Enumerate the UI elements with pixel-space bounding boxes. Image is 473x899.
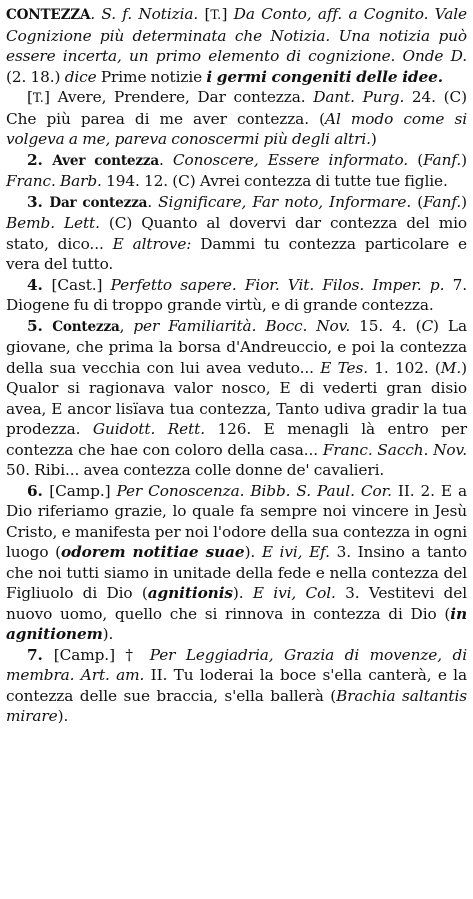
text-run: 1. 102. ( xyxy=(374,358,441,377)
text-run: ) xyxy=(370,130,377,148)
text-run: ) xyxy=(461,150,467,169)
sense-5 xyxy=(6,275,467,316)
text-run: [Camp.] xyxy=(49,481,117,500)
sense-number: 3. xyxy=(27,192,50,211)
text-run: Brachia saltantis mirare xyxy=(6,686,467,725)
text-run: . xyxy=(147,192,159,211)
sense-2 xyxy=(6,87,467,150)
subentry-term: Contezza xyxy=(52,318,120,335)
sense-8 xyxy=(6,645,467,727)
text-run: [ xyxy=(27,88,33,106)
text-run: 50. Ribi... avea contezza colle donne de' cavalieri. xyxy=(6,461,385,479)
text-run: Da Conto, aff. a Cognito. Vale Cognizione più determinata che Notizia. Una notizia può essere incerta, un primo elemento di cognizione. Onde D. xyxy=(6,5,467,65)
text-run: C xyxy=(421,316,434,335)
text-run: Al modo come si volgeva a me, pareva conoscermi più degli altri. xyxy=(6,109,467,148)
text-run: odorem notitiae suae xyxy=(60,543,245,561)
text-run: ] xyxy=(221,5,234,23)
headword: CONTEZZA xyxy=(6,7,91,23)
text-run: Perfetto sapere. Fior. Vit. Filos. Imper. p. xyxy=(110,275,453,294)
text-run: E ivi, Ef. xyxy=(261,543,337,561)
text-run: ( xyxy=(417,150,424,169)
text-run: (2. 18.) xyxy=(6,67,65,86)
text-run: 194. 12. (C) Avrei contezza di tutte tue figlie. xyxy=(106,172,448,190)
text-run: II. Tu loderai la boce s'ella canterà, e la contezza delle sue braccia, s'ella ballerà ( xyxy=(6,666,467,705)
text-run: M. xyxy=(440,358,462,377)
text-run: [ xyxy=(204,5,211,23)
text-run: Per Leggiadria, Grazia di movenze, di membra. Art. am. xyxy=(6,645,467,684)
text-run: Conoscere, Essere informato. xyxy=(172,150,418,169)
subentry-term: Aver contezza xyxy=(52,152,159,169)
text-run: ( xyxy=(417,192,424,211)
sense-3 xyxy=(6,150,467,192)
text-run: T. xyxy=(210,7,222,22)
text-run: i germi congeniti delle idee. xyxy=(206,67,444,86)
sense-7 xyxy=(6,481,467,645)
text-run: Dant. Purg. xyxy=(313,88,412,106)
text-run: ) xyxy=(461,192,467,211)
text-run: Fanf. xyxy=(423,150,462,169)
text-run: ). xyxy=(232,584,253,602)
sense-6 xyxy=(6,316,467,481)
text-run: per Familiarità. Bocc. Nov. xyxy=(133,316,360,335)
text-run: II. 2. E a Dio riferiamo grazie, lo quale fa sempre noi vincere in Jesù Cristo, e manifesta per noi l'odore della sua contezza in ogni luogo ( xyxy=(6,481,467,561)
text-run: Per Conoscenza. Bibb. S. Paul. Cor. xyxy=(116,481,398,500)
text-run: 3. Vestitevi del nuovo uomo, quello che si rinnova in contezza di Dio ( xyxy=(6,584,467,623)
sense-number: 7. xyxy=(27,645,54,664)
sense-number: 6. xyxy=(27,481,50,500)
text-run: Franc. Barb. xyxy=(6,172,107,190)
text-run: 24. (C) Che più parea di me aver contezza. ( xyxy=(6,88,467,128)
text-run: Prime notizie xyxy=(100,67,207,86)
text-run: E Tes. xyxy=(320,358,375,377)
text-run: [Camp.] † xyxy=(53,645,150,664)
text-run: (C) Quanto al dovervi dar contezza del mio stato, dico... xyxy=(6,214,467,253)
text-run: ) Qualor si ragionava valor nosco, E di vederti gran disio avea, E ancor lisïava tua contezza, Tanto udiva gradir la tua prodezza. xyxy=(6,358,467,438)
dictionary-entry-contezza xyxy=(6,4,467,727)
text-run: , xyxy=(119,316,134,335)
text-run: dice xyxy=(64,67,101,86)
sense-number: 5. xyxy=(27,316,53,335)
text-run: E altrove: xyxy=(112,234,201,253)
text-run: ) La giovane, che prima la borsa d'Andreuccio, e poi la contezza della sua vecchia con lui avea veduto... xyxy=(6,316,467,377)
text-run: 7. Diogene fu di troppo grande virtù, e di grande contezza. xyxy=(6,275,467,314)
text-run: . xyxy=(159,150,173,169)
text-run: T. xyxy=(32,90,45,105)
text-run: ). xyxy=(57,707,69,725)
text-run: Dammi tu contezza particolare e vera del tutto. xyxy=(6,234,467,273)
text-run: E ivi, Col. xyxy=(252,584,346,602)
text-run: . S. f. Notizia. xyxy=(90,5,205,23)
text-run: ). xyxy=(102,625,114,643)
text-run: ). xyxy=(244,543,262,561)
text-run: [Cast.] xyxy=(51,275,111,294)
text-run: Franc. Sacch. Nov. xyxy=(322,440,467,459)
sense-4 xyxy=(6,192,467,275)
text-run: Bemb. Lett. xyxy=(6,214,109,232)
text-run: 126. E menagli là entro per contezza che hae con coloro della casa... xyxy=(6,420,468,459)
text-run: ] Avere, Prendere, Dar contezza. xyxy=(44,88,314,106)
text-run: in agnitionem xyxy=(6,604,467,643)
text-run: Significare, Far noto, Informare. xyxy=(158,192,418,211)
text-run: 3. Insino a tanto che noi tutti siamo in unitade della fede e nella contezza del Figliuolo di Dio ( xyxy=(6,543,467,602)
subentry-term: Dar contezza xyxy=(49,194,148,211)
entry-definition xyxy=(6,4,467,87)
text-run: agnitionis xyxy=(147,584,233,602)
sense-number: 4. xyxy=(27,275,52,294)
text-run: Fanf. xyxy=(423,192,462,211)
text-run: 15. 4. ( xyxy=(359,316,422,335)
text-run: Guidott. Rett. xyxy=(92,420,218,438)
sense-number: 2. xyxy=(27,150,53,169)
